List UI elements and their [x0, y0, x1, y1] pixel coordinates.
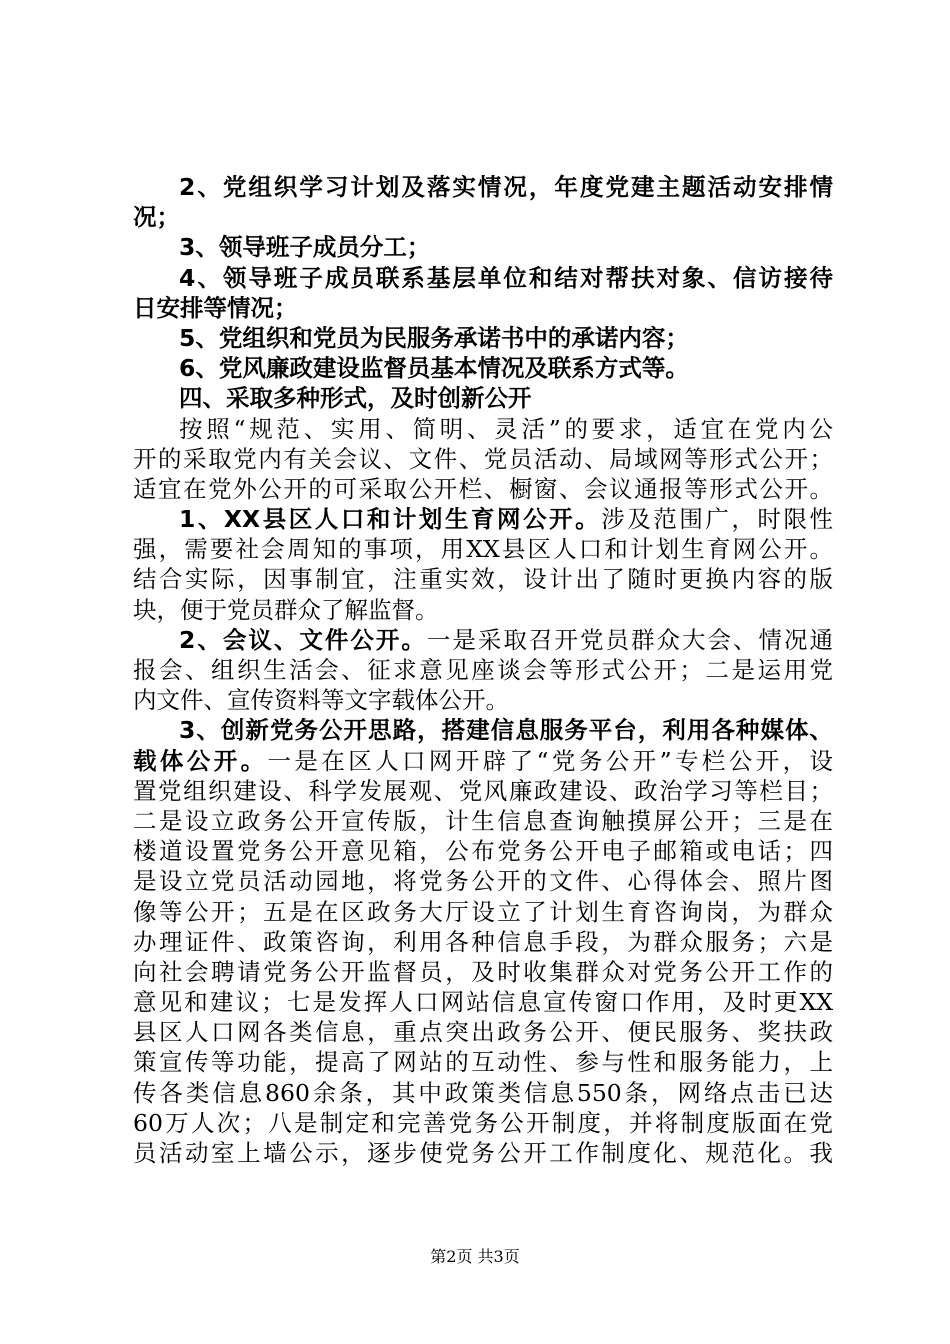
text-line: [133, 383, 833, 413]
body-text: 内文件、宣传资料等文字载体公开。: [133, 686, 509, 715]
text-line: [133, 897, 833, 927]
text-line: [133, 232, 833, 262]
text-line: [133, 776, 833, 806]
document-body: [133, 172, 833, 1168]
body-text: 报会、组织生活会、征求意见座谈会等形式公开；二是运用党: [133, 656, 833, 684]
text-line: [133, 353, 833, 383]
body-text: 像等公开；五是在区政务大厅设立了计划生育咨询岗，为群众: [133, 897, 833, 926]
bold-heading-text: 1、XX县区人口和计划生育网公开。: [179, 505, 602, 534]
text-line: [133, 927, 833, 957]
body-text: 涉及范围广，时限性: [601, 505, 834, 534]
text-line: [133, 836, 833, 866]
page-footer: 第2页 共3页: [430, 1247, 520, 1266]
bold-heading-text: 6、党风廉政建设监督员基本情况及联系方式等。: [179, 354, 689, 383]
body-text: 是设立党员活动园地，将党务公开的文件、心得体会、照片图: [133, 867, 833, 896]
body-text: 二是设立政务公开宣传版，计生信息查询触摸屏公开；三是在: [133, 806, 833, 835]
body-text: 一是在区人口网开辟了“党务公开”专栏公开，设: [267, 746, 833, 775]
body-text: 适宜在党外公开的可采取公开栏、橱窗、会议通报等形式公开。: [133, 474, 833, 503]
text-line: [133, 866, 833, 896]
text-line: [133, 1108, 833, 1138]
text-line: [133, 987, 833, 1017]
text-line: [133, 1017, 833, 1047]
text-line: [133, 957, 833, 987]
body-text: 结合实际，因事制宜，注重实效，设计出了随时更换内容的版: [133, 565, 833, 594]
text-line: [133, 323, 833, 353]
text-line: [133, 263, 833, 293]
body-text: 按照“规范、实用、简明、灵活”的要求，适宜在党内公: [179, 414, 833, 443]
text-line: [133, 564, 833, 594]
bold-heading-text: 4、领导班子成员联系基层单位和结对帮扶对象、信访接待: [179, 263, 833, 292]
text-line: [133, 685, 833, 715]
text-line: [133, 1078, 833, 1108]
body-text: 60万人次；八是制定和完善党务公开制度，并将制度版面在党: [133, 1108, 833, 1137]
body-text: 一是采取召开党员群众大会、情况通: [426, 625, 834, 654]
text-line: [133, 1047, 833, 1077]
text-line: [133, 202, 833, 232]
body-text: 向社会聘请党务公开监督员，及时收集群众对党务公开工作的: [133, 957, 833, 986]
text-line: [133, 625, 833, 655]
text-line: [133, 444, 833, 474]
text-line: [133, 172, 833, 202]
bold-heading-text: 四、采取多种形式，及时创新公开: [179, 384, 532, 413]
body-text: 置党组织建设、科学发展观、党风廉政建设、政治学习等栏目；: [133, 776, 833, 805]
body-text: 楼道设置党务公开意见箱，公布党务公开电子邮箱或电话；四: [133, 837, 833, 866]
bold-heading-text: 日安排等情况；: [133, 293, 298, 322]
text-line: [133, 715, 833, 745]
bold-heading-text: 3、领导班子成员分工；: [179, 233, 431, 262]
text-line: [133, 746, 833, 776]
text-line: [133, 595, 833, 625]
body-text: 意见和建议；七是发挥人口网站信息宣传窗口作用，及时更XX: [133, 988, 833, 1017]
text-line: [133, 293, 833, 323]
body-text: 块，便于党员群众了解监督。: [133, 595, 439, 624]
body-text: 办理证件、政策咨询，利用各种信息手段，为群众服务；六是: [133, 927, 833, 956]
bold-heading-text: 2、党组织学习计划及落实情况，年度党建主题活动安排情: [179, 173, 833, 201]
body-text: 传各类信息860余条，其中政策类信息550条，网络点击已达: [133, 1078, 833, 1107]
body-text: 开的采取党内有关会议、文件、党员活动、局域网等形式公开；: [133, 444, 833, 473]
bold-heading-text: 2、会议、文件公开。: [179, 625, 427, 654]
bold-heading-text: 3、创新党务公开思路，搭建信息服务平台，利用各种媒体、: [179, 716, 833, 745]
body-text: 员活动室上墙公示，逐步使党务公开工作制度化、规范化。我: [133, 1139, 833, 1167]
text-line: [133, 474, 833, 504]
body-text: 策宣传等功能，提高了网站的互动性、参与性和服务能力，上: [133, 1048, 833, 1077]
text-line: [133, 806, 833, 836]
text-line: [133, 1138, 833, 1168]
text-line: [133, 414, 833, 444]
body-text: 县区人口网各类信息，重点突出政务公开、便民服务、奖扶政: [133, 1018, 833, 1047]
bold-heading-text: 载体公开。: [133, 746, 268, 775]
text-line: [133, 504, 833, 534]
body-text: 强，需要社会周知的事项，用XX县区人口和计划生育网公开。: [133, 535, 833, 564]
bold-heading-text: 5、党组织和党员为民服务承诺书中的承诺内容；: [179, 323, 689, 352]
text-line: [133, 534, 833, 564]
bold-heading-text: 况；: [133, 203, 180, 232]
text-line: [133, 655, 833, 685]
